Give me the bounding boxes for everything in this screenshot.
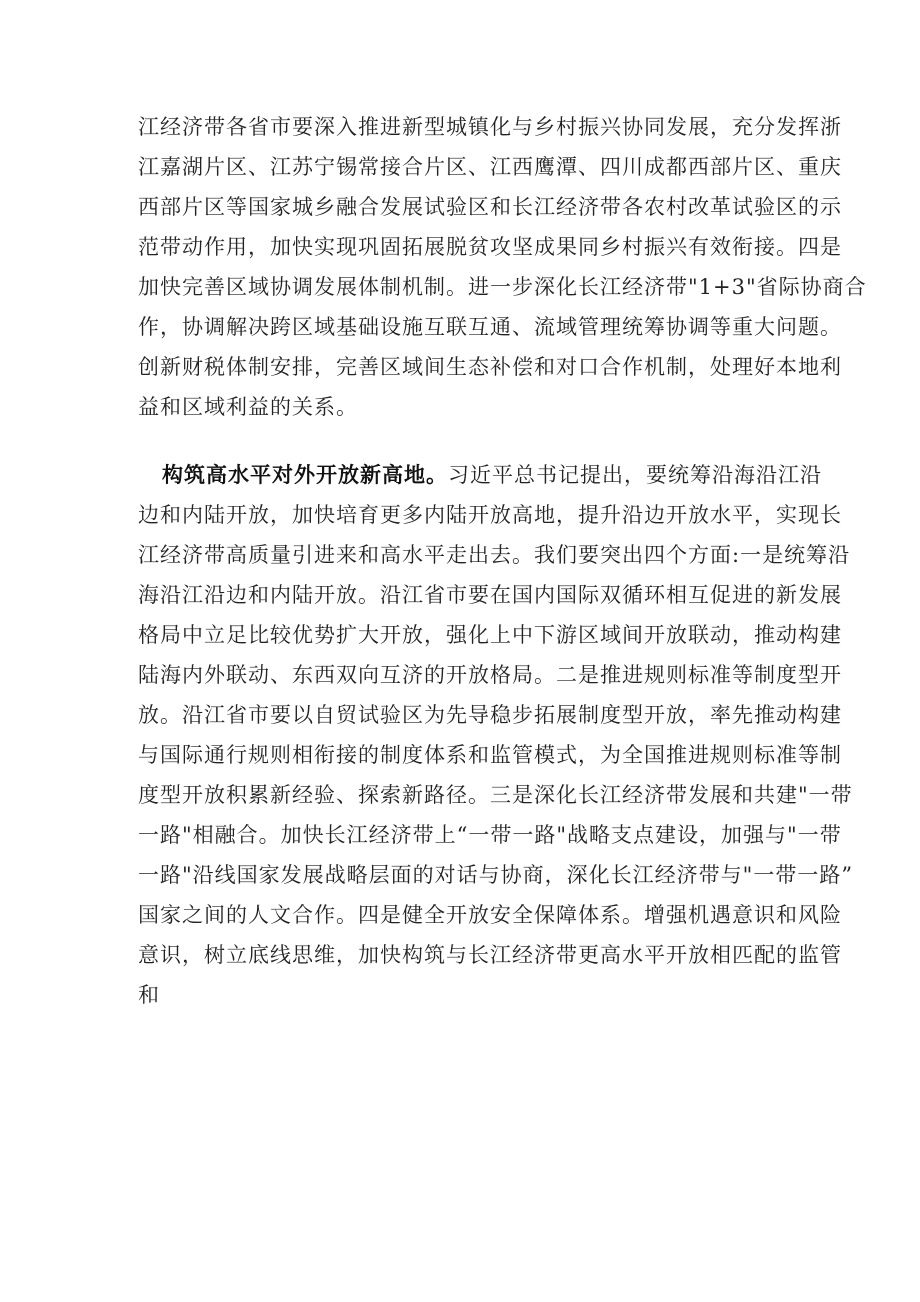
paragraph-line: 一路"沿线国家发展战略层面的对话与协商，深化长江经济带与"一带一路” (138, 863, 854, 887)
paragraph-line: 意识，树立底线思维，加快构筑与长江经济带更高水平开放相匹配的监管 (138, 943, 842, 967)
section-heading: 构筑高水平对外开放新高地。 (162, 462, 448, 487)
paragraph-line: 益和区域利益的关系。 (138, 395, 358, 419)
paragraph-first-line (138, 455, 822, 495)
paragraph-line: 和 (138, 983, 160, 1007)
paragraph-line: 作，协调解决跨区域基础设施互联互通、流域管理统筹协调等重大问题。 (138, 315, 842, 339)
paragraph-line: 江经济带高质量引进来和高水平走出去。我们要突出四个方面:一是统筹沿 (138, 543, 851, 567)
paragraph-line: 江嘉湖片区、江苏宁锡常接合片区、江西鹰潭、四川成都西部片区、重庆 (138, 155, 842, 179)
paragraph-spacer (138, 427, 788, 455)
paragraph-line: 格局中立足比较优势扩大开放，强化上中下游区域间开放联动，推动构建 (138, 623, 842, 647)
paragraph-line: 陆海内外联动、东西双向互济的开放格局。二是推进规则标准等制度型开 (138, 663, 842, 687)
paragraph-line: 范带动作用，加快实现巩固拓展脱贫攻坚成果同乡村振兴有效衔接。四是 (138, 235, 842, 259)
paragraph-line: 放。沿江省市要以自贸试验区为先导稳步拓展制度型开放，率先推动构建 (138, 703, 842, 727)
paragraph-line: 边和内陆开放，加快培育更多内陆开放高地，提升沿边开放水平，实现长 (138, 503, 842, 527)
paragraph-2 (138, 455, 854, 1015)
paragraph-line: 创新财税体制安排，完善区域间生态补偿和对口合作机制，处理好本地利 (138, 355, 842, 379)
paragraph-line: 江经济带各省市要深入推进新型城镇化与乡村振兴协同发展，充分发挥浙 (138, 115, 842, 139)
paragraph-line: 加快完善区域协调发展体制机制。进一步深化长江经济带"1+3"省际协商合 (138, 275, 867, 299)
document-body (138, 107, 867, 1015)
paragraph-line: 一路"相融合。加快长江经济带上“一带一路"战略支点建设，加强与"一带 (138, 823, 842, 847)
paragraph-line: 国家之间的人文合作。四是健全开放安全保障体系。增强机遇意识和风险 (138, 903, 842, 927)
paragraph-line: 西部片区等国家城乡融合发展试验区和长江经济带各农村改革试验区的示 (138, 195, 842, 219)
paragraph-line: 与国际通行规则相衔接的制度体系和监管模式，为全国推进规则标准等制 (138, 743, 842, 767)
paragraph-line: 度型开放积累新经验、探索新路径。三是深化长江经济带发展和共建"一带 (138, 783, 853, 807)
paragraph-1 (138, 107, 867, 427)
first-line-text: 习近平总书记提出，要统筹沿海沿江沿 (448, 463, 822, 487)
paragraph-line: 海沿江沿边和内陆开放。沿江省市要在国内国际双循环相互促进的新发展 (138, 583, 842, 607)
